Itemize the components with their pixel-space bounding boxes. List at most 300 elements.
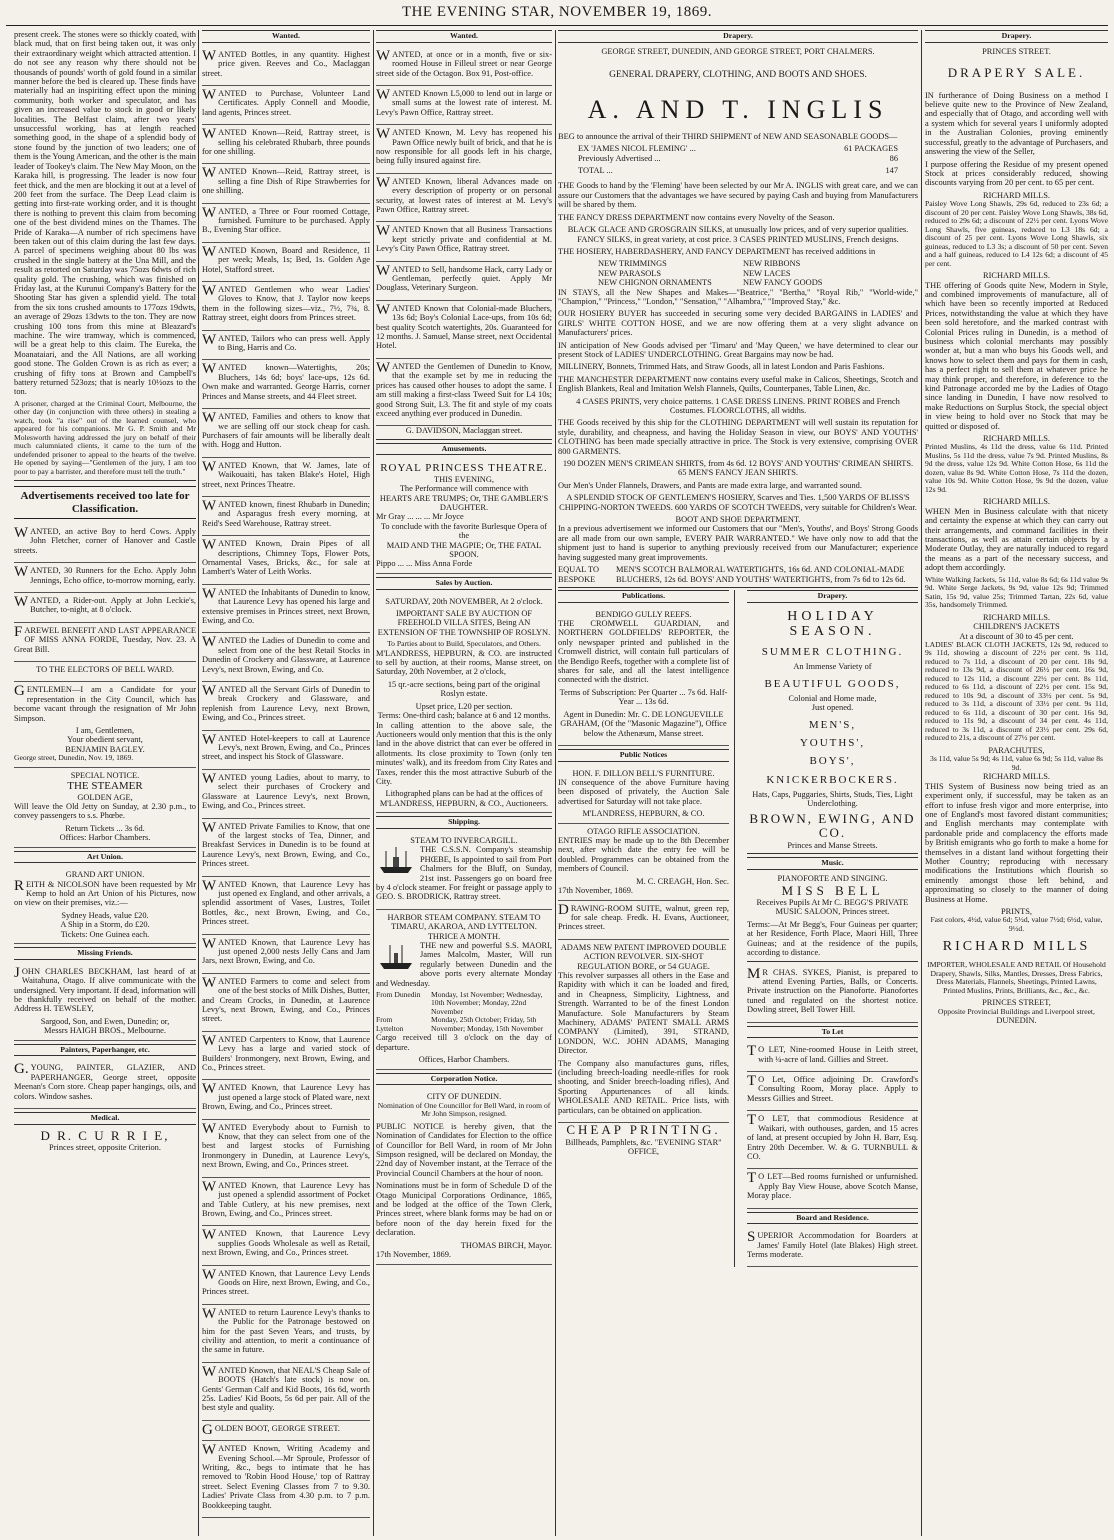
wanted-ad [202, 243, 370, 282]
wanted-ad [202, 1080, 370, 1119]
music-heading: Music. [747, 857, 918, 870]
ad-text: TO LET—Bed rooms furnished or unfurnished. Apply Bay View House, above Scotch Manse, Moray place. [747, 1170, 918, 1201]
inglis-text: 4 CASES PRINTS, very choice patterns. 1 CASE DRESS LINENS. PRINT ROBES and French Costumes. FLOORCLOTHS, all widths. [576, 396, 900, 416]
cheap-printing-sub: Billheads, Pamphlets, &c. "EVENING STAR" OFFICE, [565, 1137, 722, 1156]
bespoke-items: MEN'S SCOTCH BALMORAL WATERTIGHTS, 16s 6d. AND COLONIAL-MADE BLUCHERS, 12s 6d. BOYS' AND YOUTHS' WATERTIGHTS, from 7s 6d to 12s 6d. [616, 565, 906, 584]
hosiery-list [558, 259, 918, 287]
amusements-heading: Amusements. [376, 443, 552, 456]
ad-text: WANTED known, finest Rhubarb in Dunedin; and Asparagus fresh every morning, at Reid's Seed Warehouse, Rattray street. [202, 497, 370, 528]
column-5 [925, 30, 1108, 1536]
ad-line: Sydney Heads, value £20. [61, 910, 149, 920]
drawing-room-ad [558, 901, 729, 940]
ad-line: Fast colors, 4½d, value 6d; 5½d, value 7½d; 6½d, value, 9½d. [930, 915, 1103, 933]
ad-title: CHILDREN'S JACKETS [973, 622, 1060, 632]
wanted-ad [202, 731, 370, 770]
ad-text: LADIES' BLACK CLOTH JACKETS, 12s 9d, reduced to 9s 11d, showing a discount of 22½ per cent. 9s 11d, reduced to 7s 11d, a discount of 20 per cent. 18s 9d, reduced to 13s 9d, a discount of 26½ per cent. 16s 9d, reduced to 12s 11d, a discount 22½ per cent. 8s 11d, reduced to 6s 11d, a discount of 22½ per cent. 15s 9d, reduced to 10s 9d, a discount of 33½ per cent. 5s 9d, reduced to 3s 11d, a discount of 33½ per cent. 9s 11d, reduced to 6s 11d, a discount of 30 per cent. 16s 9d, reduced to 11s 9d, a discount of 34 per cent. 4s 11d, reduced to 3s 11d, a discount of 23½ per cent. 29s 6d, reduced to 21s, a discount of 27½ per cent. [925, 639, 1108, 743]
medical-name: D R. C U R R I E, [40, 1127, 170, 1143]
wanted-ad [202, 633, 370, 682]
inglis-text: MILLINERY, Bonnets, Trimmed Hats, and Straw Goods, all in latest London and Paris Fashions. [558, 362, 885, 372]
bespoke-block [558, 565, 918, 588]
hosiery-item: NEW FANCY GOODS [743, 278, 823, 288]
harbor-title: HARBOR STEAM COMPANY. STEAM TO TIMARU, AKAROA, AND LYTTELTON. THRICE A MONTH. [387, 912, 541, 941]
painters-ad [14, 1060, 196, 1109]
inglis-text: THE FANCY DRESS DEPARTMENT now contains every Novelty of the Season. [558, 212, 835, 222]
ad-text: IN consequence of the above Furniture having been disposed of privately, the Auction Sale advertised for Saturday will not take place. [558, 778, 729, 806]
ad-title: PIANOFORTE AND SINGING. [777, 874, 888, 884]
wanted-ad [202, 204, 370, 243]
bespoke-label: EQUAL TO BESPOKE [558, 565, 600, 584]
theatre-play: HEARTS ARE TRUMPS; Or, THE GAMBLER'S DAUGHTER. [379, 493, 549, 512]
ad-text: WANTED Carpenters to Know, that Laurence Levy has a large and varied stock of Builders' Ironmongery, next Brown, Ewing, and Co., Princes street. [202, 1032, 370, 1073]
wanted-ad [202, 497, 370, 536]
ad-text: FAREWEL BENEFIT AND LAST APPEARANCE OF MISS ANNA FORDE, Tuesday, Nov. 23. A Great Bill. [14, 623, 196, 654]
ad-title: OTAGO RIFLE ASSOCIATION. [587, 826, 700, 836]
hosiery-item: NEW PARASOLS [598, 268, 662, 278]
ad-text: Terms:—At Mr Begg's, Four Guineas per quarter; at her Residence, Forth Place, Maori Hill, Three Guineas; and at the residence of the pupils, according to distance. [747, 920, 918, 962]
ad-text: MR CHAS. SYKES, Pianist, is prepared to attend Evening Parties, Balls, or Concerts. Private instruction on the Pianoforte. Pianofortes tuned and regulated on the shortest notice. Dowling street, Bell Tower Hill. [747, 965, 918, 1015]
steamship-icon [376, 845, 416, 875]
auction-body: In calling attention to the above sale, the Auctioneers would only mention that this is the only land in the above district that can ever be offered in allotments. Its close proximity to Town (only ten minutes' walk), and its freedom from City Rates and Taxes, render this the most attractive Suburb of the City. [376, 720, 552, 786]
ad-text: WANTED to return Laurence Levy's thanks to the Public for the Patronage bestowed on him for the past Seven Years, and trusts, by civility and attention, to merit a continuance of the same in future. [202, 1305, 370, 1355]
notice-body: Will leave the Old Jetty on Sunday, at 2.30 p.m., to convey passengers to s.s. Phœbe. [14, 801, 196, 821]
hosiery-item: NEW CHIGNON ORNAMENTS [598, 278, 712, 288]
art-union-heading: Art Union. [14, 851, 196, 864]
richard-mills-sign: RICHARD MILLS. [982, 190, 1050, 200]
auction-body: M'LANDRESS, HEPBURN, & CO. are instructed to sell by auction, at their rooms, Manse street, on Saturday, 20th November, at 2 o'clock, [376, 648, 552, 677]
ad-title: ADAMS NEW PATENT IMPROVED DOUBLE ACTION REVOLVER. SIX-SHOT REGULATION BORE, or 54 GUAGE. [560, 942, 727, 971]
ad-text: WANTED, 30 Runners for the Echo. Apply John Jennings, Echo office, to-morrow morning, early. [14, 564, 196, 585]
to-let-ad [747, 1072, 918, 1111]
ad-text: TO Let, Office adjoining Dr. Crawford's Consulting Room, Moray place. Apply to Messrs Gillies and Street. [747, 1073, 918, 1103]
richard-mills-sign: RICHARD MILLS. [982, 772, 1050, 782]
auction-firm: M'LANDRESS, HEPBURN, & CO., Auctioneers. [379, 798, 549, 808]
ad-text: WANTED, Tailors who can press well. Apply to Bing, Harris and Co. [202, 331, 370, 353]
ad [14, 563, 196, 593]
wanted-ad [202, 1363, 370, 1421]
ad-text: WANTED Known that all Business Transactions kept strictly private and confidential at M. Levy's City Pawn Office, Rattray street. [376, 223, 552, 254]
corp-sub: Nomination of One Councillor for Bell Ward, in room of Mr John Simpson, resigned. [377, 1100, 551, 1119]
ad-text: SUPERIOR Accommodation for Boarders at James' Family Hotel (late Blakes) High street. Terms moderate. [747, 1229, 918, 1260]
ad-text: THIS System of Business now being tried as an experiment only, if successful, may be taken as an effort to infuse fresh vigor and more enterprise, into one of England's most favored distant communities; and English merchants may contemplate with pardonable pride and complacency the efforts made by British emigrants who go forth to make a home for themselves in a distant land without forgetting their Mother Country; reproducing with necessary modifications the Institutions which flourish so eminently amongst those left behind, and approximating so closely to the manner of doing Business at Home. [925, 781, 1108, 904]
column-rule [555, 30, 556, 1536]
drapery-heading: Drapery. [925, 30, 1108, 43]
ad-line: Sargood, Son, and Ewen, Dunedin; or, [40, 1016, 170, 1026]
wanted-ad [202, 409, 370, 458]
pub-title: BENDIGO GULLY REEFS. [595, 609, 692, 619]
wanted-ad [202, 1266, 370, 1305]
corp-sign: THOMAS BIRCH, Mayor. [460, 1240, 552, 1250]
inglis-text: THE Goods to hand by the 'Fleming' have been selected by our Mr A. INGLIS with great care, and we can assure our Customers that the advantages we have secured by paying Cash and buying from Manufacturers will be shared by them. [558, 181, 918, 210]
ad-text: DRAWING-ROOM SUITE, walnut, green rep, for sale cheap. Fredk. H. Evans, Auctioneer, Princes street. [558, 901, 729, 932]
letter-close: Your obedient servant, [67, 735, 143, 745]
ad-title: BOYS', [809, 755, 856, 768]
pub-body: THE CROMWELL GUARDIAN, and NORTHERN GOLDFIELDS' REPORTER, the only newspaper printed and published in the Cromwell district, will contain full particulars of the Bendigo Reefs, together with a complete list of shares for sale, and all the latest intelligence connected with the district. [558, 619, 729, 685]
ad-text: JOHN CHARLES BECKHAM, last heard of at Waitahuna, Otago. If alive communicate with the undersigned. Very important. If dead, information will be thankfully received on behalf of the mother. Address H. TEWSLEY, [14, 964, 196, 1014]
ad-title: MEN'S, [808, 718, 857, 731]
column-rule [198, 30, 199, 1536]
to-let-ad [747, 1042, 918, 1072]
shipment-row: Previously Advertised ... 86 [578, 153, 898, 163]
notice-sub: THE STEAMER [67, 780, 143, 793]
ad-text: WANTED Private Families to Know, that one of the largest stocks of Tea, Dinner, and Breakfast Services in Dunedin is to be found at Laurence Levy's, next Brown, Ewing, and Co., Princes street. [202, 819, 370, 869]
wanted-ad [202, 164, 370, 203]
inglis-firm: A. AND T. INGLIS [587, 94, 889, 124]
painters-heading: Painters, Paperhanger, etc. [14, 1044, 196, 1057]
wanted-ad [376, 301, 552, 359]
holiday-title: HOLIDAY SEASON. [787, 608, 878, 640]
rifle-ad [558, 824, 729, 901]
wanted-heading: Wanted. [202, 30, 370, 43]
inglis-text: A SPLENDID STOCK OF GENTLEMEN'S HOSIERY, Scarves and Ties. 1,500 YARDS OF BLISS'S CHIPPING-NORTON TWEEDS. 600 YARDS OF SCOTCH TWEEDS, very suitable for Children's Wear. [559, 493, 917, 512]
ad-line: An Immense Variety of [793, 662, 872, 672]
ad [14, 593, 196, 623]
board-heading: Board and Residence. [747, 1212, 918, 1225]
ad-text: WANTED known—Watertights, 20s; Bluchers, 14s 6d; boys' lace-ups, 12s 6d. Own make and warranted. George Harris, corner Princes and Manse streets, and 44 Fleet street. [202, 361, 370, 401]
theatre-cast: Pippo ... ... Miss Anna Forde [376, 559, 473, 569]
ad-text: WANTED Known—Reid, Rattray street, is selling his celebrated Rhubarb, three pounds for one shilling. [202, 126, 370, 156]
ad-text: WANTED to Sell, handsome Hack, carry Lady or Gentleman, perfectly quiet. Apply Mr Douglass, Veterinary Surgeon. [376, 262, 552, 293]
hosiery-item: NEW LACES [743, 268, 791, 278]
wanted-ad [202, 877, 370, 935]
wanted-ad [202, 1032, 370, 1081]
harbor-schedule [376, 991, 552, 1017]
ad-text: Hats, Caps, Puggaries, Shirts, Studs, Ties, Light Underclothing. [752, 790, 913, 809]
ad-text: Paisley Wove Long Shawls, 29s 6d, reduced to 23s 6d; a discount of 20 per cent. Paisley Wove Long Shawls, 38s 6d, reduced to 29s 6d; a discount of 22½ per cent. Lyons Wove Long Shawls, five guineas, reduced to L3 18s 6d; a discount of 25 per cent. Lyons Wove Long Shawls, six guineas, reduced to L3 3s; a discount of 50 per cent. Seven and a half guineas, reduced to L4 12s 6d; a discount of 45 per cent. [925, 199, 1108, 268]
wanted-ad [376, 47, 552, 86]
shipping-heading: Shipping. [376, 816, 552, 829]
inglis-address: GEORGE STREET, DUNEDIN, AND GEORGE STREET, PORT CHALMERS. [601, 46, 875, 56]
corp-body: PUBLIC NOTICE is hereby given, that the Nomination of Candidates for Election to the office of Councillor for Bell Ward, in room of Mr John Simpson resigned, will be declared on Monday, the 22nd day of November instant, at the Terrace of the Provincial Council Chambers at the hour of noon. [376, 1121, 552, 1178]
ad-line: A Ship in a Storm, do £20. [60, 920, 150, 930]
auction-date: SATURDAY, 20th NOVEMBER, At 2 o'clock. [385, 596, 543, 606]
wanted-ad [202, 682, 370, 731]
harbor-cargo: Cargo received till 3 o'clock on the day of departure. [376, 1033, 552, 1052]
letter-address: George street, Dunedin, Nov. 19, 1869. [14, 753, 134, 763]
ad-title: KNICKERBOCKERS. [766, 773, 899, 786]
steam-ad [376, 833, 552, 910]
ad [14, 662, 196, 682]
ad-text: WANTED the Gentlemen of Dunedin to Know, that the example set by me in reducing the prices has caused other houses to adopt the same. I am still making a first-class Tweed Suit for L4 10s; good Strong Suit, L3. The fit and style of my coats exceed anything ever produced in Dunedin. [376, 359, 552, 418]
schedule-dates: Monday, 25th October; Friday, 5th November; Monday, 15th November [431, 1015, 544, 1033]
ad-text: GOLDEN BOOT, GEORGE STREET. [202, 1421, 340, 1438]
schedule-label: From Dunedin [376, 989, 421, 999]
ad-text: WANTED Known, that Laurence Levy supplies Goods Wholesale as well as Retail, next Brown, Ewing, and Co., Princes street. [202, 1227, 370, 1258]
wanted-ad [202, 1178, 370, 1227]
richard-mills-sign: RICHARD MILLS. [982, 434, 1050, 444]
inglis-text: IN STAYS, all the New Shapes and Makes—"Beatrice," "Bertha," "Royal Rib," "World-wide," "Champion," "Princess," "London," "Sensation," "Alhambra," "Improved Stay," &c. [558, 287, 918, 306]
wanted-ad [202, 1421, 370, 1441]
letter-close: I am, Gentlemen, [75, 726, 135, 736]
wanted-ad [202, 1305, 370, 1363]
ad-text: IN furtherance of Doing Business on a method I believe quite new to the Province of New Zealand, and especially that of Otago, and according well with a system which for several years I uniformly adopted in the Australian Colonies, proving eminently successful, greatly to the advantage of Purchasers, and answering the view of the Seller, [925, 90, 1108, 157]
dillon-ad [558, 766, 729, 824]
corporation-ad [376, 1089, 552, 1264]
news-article-prisoner: A prisoner, charged at the Criminal Court, Melbourne, the other day (in conjunction with three others) in stealing a watch, took "a rise" out of the learned counsel, who appeared for his companions. Mr G. P. Smith and Mr Molesworth having addressed the jury on behalf of their much calumniated clients, it came to the turn of the undefended prisoner to appeal to the hearts of the twelve. He opened by saying—"Gentlemen of the jury, I am too poor to pay a barrister, and therefore must tell the truth." [14, 400, 196, 482]
public-notices-heading: Public Notices [558, 749, 729, 762]
ad-text: WANTED Known, Drain Pipes of all descriptions, Chimney Tops, Flower Pots, Ornamental Vases, Bricks, &c., for sale at Lambert's Water of Leith Works. [202, 537, 370, 577]
auction-ad [376, 594, 552, 814]
inglis-text: BLACK GLACE AND GROSGRAIN SILKS, at unusually low prices, and of very superior qualities. FANCY SILKS, in great variety, at cost price. 3 CASES PRINTED MUSLINS, French designs. [567, 225, 909, 244]
wanted-ad [202, 770, 370, 819]
schedule-label: From Lyttelton [376, 1015, 404, 1033]
ad-title: PRINTS, [1001, 907, 1032, 917]
wanted-ad [376, 222, 552, 261]
cheap-printing: CHEAP PRINTING. [566, 1122, 721, 1138]
ad-text: WANTED Gentlemen who wear Ladies' Gloves to Know, that J. Taylor now keeps them in the following sizes—viz., 7½, 7¾, 8. Rattray street, eight doors from Princes street. [202, 283, 370, 323]
ad-text: WANTED the Inhabitants of Dunedin to know, that Laurence Levy has opened his large and extensive premises in Princes street, next Brown, Ewing, and Co. [202, 585, 370, 625]
ad-line: DUNEDIN. [996, 1016, 1037, 1025]
theatre-burlesque: MAID AND THE MAGPIE; Or, THE FATAL SPOON. [386, 540, 542, 559]
wanted-ad [202, 86, 370, 125]
ad-text: WANTED, a Rider-out. Apply at John Leckie's, Butcher, to-night, at 8 o'clock. [14, 594, 196, 615]
publications-heading: Publications. [558, 590, 729, 603]
wanted-ad [202, 819, 370, 877]
wanted-ad [376, 174, 552, 223]
ad-text: WANTED the Ladies of Dunedin to come and select from one of the best Retail Stocks in Dunedin of Crockery and Glassware, at Laurence Levy's, next Brown, Ewing, and Co. [202, 634, 370, 674]
pub-agent: Agent in Dunedin: Mr. C. DE LONGUEVILLE GRAHAM, (Of the "Masonic Magazine"), Office below the Athenæum, Manse street. [560, 709, 727, 738]
masthead-rule [6, 25, 1108, 26]
inglis-general: GENERAL DRAPERY, CLOTHING, AND BOOTS AND SHOES. [609, 70, 867, 81]
ad-line: Just opened. [811, 703, 854, 713]
inglis-text: Our Men's Under Flannels, Drawers, and Pants are made extra large, and warranted sound. [558, 480, 862, 490]
wanted-ads-list [202, 47, 370, 1518]
auction-line: To Parties about to Build, Speculators, and Others. [387, 639, 541, 649]
ad-text: WANTED Known, M. Levy has reopened his Pawn Office newly built of brick, and that he is now responsible for all goods left in his charge, being fully insured against fire. [376, 126, 552, 166]
drapery-heading: Drapery. [558, 30, 918, 43]
auction-upset: Upset price, L20 per section. [415, 701, 513, 711]
ad-text: WANTED Known, that NEAL'S Cheap Sale of BOOTS (Hatch's late stock) is now on. Gents' German Calf and Kid Boots, 16s 6d, worth 25s. Ladies' Kid Boots, 5s 6d per pair. All of the best style and quality. [202, 1363, 370, 1413]
wanted-ad [202, 1120, 370, 1178]
steam-body: THE C.S.S.N. Company's steamship PHŒBE, Is appointed to sail from Port Chalmers for the Bluff, on Sunday, 21st inst. Passengers go on board free by 4 o'clock steamer. For freight or passage apply to GEO. S. BRODRICK, Rattray street. [376, 845, 552, 902]
auction-title: IMPORTANT SALE BY AUCTION OF FREEHOLD VILLA SITES, Being AN EXTENSION OF THE TOWNSHIP OF ROSLYN. [377, 608, 551, 637]
col4-lower [558, 590, 918, 1268]
ad-line: Messrs HAIGH BROS., Melbourne. [44, 1026, 166, 1036]
boot-title: BOOT AND SHOE DEPARTMENT. [675, 515, 801, 525]
column-2 [202, 30, 370, 1536]
ad-text: WANTED Known, Writing Academy and Evening School.—Mr Sproule, Professor of Writing, &c., begs to intimate that he has removed to 'Robin Hood House,' top of Rattray street. Select Evening Classes from 7 to 9.30. Ladies' Private Class from 4.30 p.m. to 7 p.m. Bookkeeping taught. [202, 1442, 370, 1510]
richard-mills-sign: RICHARD MILLS. [982, 497, 1050, 507]
corporation-heading: Corporation Notice. [376, 1073, 552, 1086]
richard-mills-sign: RICHARD MILLS. [982, 612, 1050, 622]
ad-text: WANTED Hotel-keepers to call at Laurence Levy's, next Brown, Ewing, and Co., Princes street, and inspect his Stock of Glassware. [202, 731, 370, 762]
wanted-ad [202, 331, 370, 361]
wanted-ad [202, 282, 370, 331]
ad-sign: M. C. CREAGH, Hon. Sec. [636, 876, 729, 886]
shipment-row: EX 'JAMES NICOL FLEMING' ... 61 PACKAGES [578, 144, 898, 154]
ad-text: WANTED Known L5,000 to lend out in large or small sums at the lowest rate of interest. M. Levy's Pawn Office, Rattray street. [376, 86, 552, 117]
ad-text: I purpose offering the Residue of my present opened Stock at prices considerably reduced, showing discounts varying from 20 per cent. to 65 per cent. [925, 159, 1108, 188]
ad-text: TO LET, Nine-roomed House in Leith street, with ¼-acre of land. Gillies and Street. [747, 1043, 918, 1064]
ad-sign: M'LANDRESS, HEPBURN, & CO. [582, 809, 705, 819]
brown-ewing: BROWN, EWING, AND CO. [749, 810, 916, 841]
col4-lower-left [558, 590, 735, 1268]
shipment-total: TOTAL ... 147 [578, 166, 898, 176]
ad-text: G.YOUNG, PAINTER, GLAZIER, AND PAPERHANGER, George street, opposite Meenan's Corn store. Cheap paper hangings, oils, and colors. Window sashes. [14, 1061, 196, 1101]
wanted-ad [202, 585, 370, 634]
to-let-heading: To Let [747, 1026, 918, 1039]
column-rule [373, 30, 374, 1536]
ad-text: WANTED Known, that Laurence Levy has just opened a large stock of Plated ware, next Brown, Ewing, and Co., Princes street. [202, 1081, 370, 1112]
harbor-ad [376, 910, 552, 1070]
wanted-ad [202, 47, 370, 86]
wanted-ad [202, 536, 370, 585]
ad-date: 17th November, 1869. [558, 886, 634, 896]
inglis-text: 190 DOZEN MEN'S CRIMEAN SHIRTS, from 4s 6d. 12 BOYS' AND YOUTHS' CRIMEAN SHIRTS. 65 MEN'S FANCY JEAN SHIRTS. [562, 459, 914, 478]
theatre-line: The Performance will commence with [399, 484, 529, 494]
ad-text: WANTED young Ladies, about to marry, to select their purchases of Crockery and Glassware at Laurence Levy's, next Brown, Ewing, and Co., Princes street. [202, 770, 370, 811]
ad-title: PARACHUTES, [988, 745, 1045, 755]
wanted-heading: Wanted. [376, 30, 552, 43]
letter-body: GENTLEMEN—I am a Candidate for your representation in the City Council, which has become vacant through the resignation of Mr John Simpson. [14, 683, 196, 723]
ad-text: This revolver surpasses all others in the Ease and Rapidity with which it can be loaded and fired, and in Cheapness, Simplicity, Lightness, and Strength. Warranted to be of the finest London Manufacture. Sole Manufacturers by Steam Machinery, ADAMS' PATENT SMALL ARMS COMPANY (Limited), 391, STRAND, LONDON, W.C. JOHN ADAMS, Managing Director. [558, 970, 729, 1056]
wanted-ad [202, 1226, 370, 1265]
drapery-heading: Drapery. [747, 590, 918, 603]
ad-line: Tickets: One Guinea each. [60, 929, 150, 939]
board-ad [747, 1228, 918, 1267]
notice-tickets: Return Tickets ... 3s 6d. [65, 823, 145, 833]
auction-lots: 15 qr.-acre sections, being part of the original Roslyn estate. [387, 679, 541, 699]
wanted-ad [202, 458, 370, 497]
ad-line: At a discount of 30 to 45 per cent. [959, 631, 1074, 641]
wanted-ad [202, 974, 370, 1032]
inglis-text: OUR HOSIERY BUYER has succeeded in securing some very decided BARGAINS in LADIES' and GIRLS' WHITE COTTON HOSE, and we are now offering them at a very slight advance on Manufacturers' prices. [558, 309, 918, 338]
steamship-icon [376, 941, 416, 971]
theatre-title: ROYAL PRINCESS THEATRE. [380, 462, 548, 475]
auction-line: Lithographed plans can be had at the offices of [385, 789, 543, 799]
to-let-ad [747, 1169, 918, 1208]
princes-street: PRINCES STREET. [982, 46, 1051, 56]
ad-text: TO LET, that commodious Residence at Waikari, with outhouses, garden, and 15 acres of land, at present occupied by John H. Barr, Esq. Entry 20th December. W. & G. TURNBULL & CO. [747, 1112, 918, 1161]
to-let-ad [747, 1111, 918, 1169]
inglis-text: THE Goods received by this ship for the CLOTHING DEPARTMENT will well sustain its reputation for style, durability, and cheapness, and having the Holiday Season in view, our BOYS' AND YOUTHS' CLOTHING has been made specially attractive in price. The Stock is very extensive, comprising OVER 800 GARMENTS. [558, 418, 918, 456]
ad-text: WANTED Everybody about to Furnish to Know, that they can select from one of the best and largest stocks of Furnishing Ironmongery in Dunedin, at Laurence Levy's, next Brown, Ewing, and Co., Princes street. [202, 1120, 370, 1170]
publication-ad [558, 607, 729, 746]
column-1 [14, 30, 196, 1536]
inglis-text: IN anticipation of New Goods advised per 'Timaru' and 'May Queen,' we have determined to clear our present Stock of LADIES' UNDERCLOTHING. Great Bargains may now be had. [558, 340, 918, 359]
wanted-ad [376, 86, 552, 125]
ad-text: WANTED Known, that Laurence Levy Lends Goods on Hire, next Brown, Ewing, and Co., Princes street. [202, 1266, 370, 1297]
ad-text: Receives Pupils At Mr C. BEGG'S PRIVATE MUSIC SALOON, Princes street. [756, 898, 909, 917]
ad-line: 3s 11d, value 5s 9d; 4s 11d, value 6s 9d; 5s 11d, value 8s 9d. [930, 754, 1103, 772]
ad-text: WANTED Known, that Laurence Levy has just opened ex England, and other arrivals, a splendid assortment of Vases, Lustres, Toilet Bottles, &c., next Brown, Ewing, and Co., Princes street. [202, 877, 370, 927]
late-ads-heading: Advertisements received too late for Classification. [14, 486, 196, 519]
ad-line: Princes and Manse Streets. [747, 841, 918, 854]
ad-text: WANTED, an active Boy to herd Cows. Apply John Fletcher, corner of Hanover and Castle streets. [14, 524, 196, 555]
harbor-offices: Offices, Harbor Chambers. [418, 1055, 510, 1065]
notice-offices: Offices: Harbor Chambers. [59, 833, 151, 843]
auction-terms: Terms: One-third cash; balance at 6 and 12 months. [377, 711, 551, 721]
ad-text: ENTRIES may be made up to the 8th December next, after which date the entry fee will be doubled. Programmes can be obtained from the members of Council. [558, 836, 729, 874]
summer-title: SUMMER CLOTHING. [761, 645, 904, 658]
richard-mills-logo: RICHARD MILLS [942, 939, 1091, 955]
column-rule [921, 30, 922, 1536]
ad-text: WANTED Known, that Laurence Levy has just opened a splendid assortment of Pocket and Table Cutlery, at his new premises, next Brown, Ewing, and Co., Princes street. [202, 1178, 370, 1218]
candidate-letter [14, 682, 196, 767]
ad-line: Opposite Provincial Buildings and Liverpool street, [938, 1006, 1095, 1016]
ad-text: WANTED Farmers to come and select from one of the best stocks of Milk Dishes, Butter, and Cream Crocks, in Dunedin, at Laurence Levy's, next Brown, Ewing, and Co., Princes street. [202, 974, 370, 1024]
ad-text: WANTED Bottles, in any quantity. Highest price given. Reeves and Co., Maclaggan street. [202, 47, 370, 78]
missing-friends-heading: Missing Friends. [14, 947, 196, 960]
beautiful-title: BEAUTIFUL GOODS, [764, 677, 901, 690]
wanted-ad [202, 360, 370, 409]
ad-text: WANTED, at once or in a month, five or six-roomed House in Filleul street or near George street side of the Octagon. Box 91, Post-office. [376, 47, 552, 78]
news-article: present creek. The stones were so thickly coated, with black mud, that on first being taken out, it was only their extraordinary weight which attracted attention. I do not see any reason why there should not be thousands of pounds' worth of gold found in a similar manner before the bed is cleared up. These finds have materially had an inspiriting effect upon the mining community, both worker and speculator, and has given an increased value to stock in good or likely localities. The Belfast claim, after two years' unsuccessful working, has at length reached something good, in the shape of a splendid body of stone found by the junction of two leaders; one of them is the Young American, and the other is the main leader of Tookey's claim. The New May Moon, on the Karaka hill, is progressing. The leader is now four feet thick, and the men are blocking it out at a level of 200 feet from the surface. The Deep Lead claim is getting into first-rate working order, and it is thought there is nothing to prevent this claim from becoming one of the best dividend mines on the Thames. The Pride of Karaka—A number of rich specimens have been taken out of this claim during the last few days. A parcel of specimens weighing about 80 lbs was crushed in the single battery at the Una Mill, and the result as retorted on Saturday was 75ozs 6dwts of rich quality gold. The crushing, which was finished on Friday last, at the Kurunui Company's Battery for the Shooting Star has given a splendid yield. The total from the six tons crushed amounts to 177ozs 19dwts, an average of 29ozs 13dwts to the ton. They are now crushing 100 tons from this mine at Bleazard's machine. The wire tramway, which is commenced, will be a great help to this claim. The Eureka, the Moanataiari, and the All Nations, are all working good stone. The Golden Crown is as rich as ever; a crushing of fifty tons at Brown and Campbell's battery returned 523ozs; that is nearly 10½ozs to the ton. [14, 30, 196, 397]
harbor-schedule [376, 1016, 552, 1033]
hosiery-item: NEW RIBBONS [743, 259, 801, 269]
corp-date: 17th November, 1869. [376, 1250, 452, 1260]
wanted-ad [202, 125, 370, 164]
corp-title: CITY OF DUNEDIN. [426, 1092, 502, 1102]
wanted-ad [376, 262, 552, 301]
column-3 [376, 30, 552, 1536]
ad-text: WANTED all the Servant Girls of Dunedin to break Crockery and Glassware, and replenish from Laurence Levy, next Brown, Ewing, and Co., Princes street. [202, 683, 370, 723]
ad-text: WHEN Men in Business calculate with that nicety and certainty the expense at which they can carry out their arrangements, and command facilities in their transactions, as well as attain certain objects by a Moderate Outlay, they are naturally induced to regard the means as a part of the necessary success, and adopt them accordingly. [925, 506, 1108, 573]
ad-text: THE offering of Goods quite New, Modern in Style, and combined improvements of manufacture, all of which have been so recently imported at Reduced Prices, notwithstanding the value at which they have been sold heretofore, and the marked contrast with Colonial Prices ruling in Dunedin, is a method of business which colonial merchants may possibly wonder at, but a man who buys his Goods well, and knows how to select them and pays for them in cash, has a perfect right to sell them at whatever price he may think proper, and therefore, in deference to the kind Patronage accorded me by the Ladies of Otago since landing in Dunedin, I have now resolved to make Reductions on Surplus Stock, the special object in view being to hold over no Stock that may be quitted or disposed of. [925, 280, 1108, 431]
wanted-ad [202, 935, 370, 974]
theatre-ad [376, 459, 552, 573]
letter-signature: BENJAMIN BAGLEY. [65, 744, 145, 754]
ad-line: PRINCES STREET, [982, 998, 1051, 1008]
notice-ship: GOLDEN AGE, [77, 792, 133, 802]
ad-line: Colonial and Home made, [788, 694, 877, 704]
ad-text: WANTED Known, Board and Residence, 1l per week; Meals, 1s; Bed, 1s. Golden Age Hotel, Stafford street. [202, 243, 370, 274]
hosiery-item: NEW TRIMMINGS [598, 259, 667, 269]
ad-text: WANTED Known that Colonial-made Bluchers, 13s 6d; Boy's Colonial Lace-ups, from 10s 6d; best quality Scotch watertights, 20s. Guaranteed for 12 months. J. Samuel, Manse street, next Occidental Hotel. [376, 301, 552, 351]
ad [14, 623, 196, 662]
wanted-ad [376, 125, 552, 174]
ad-text: WANTED Known—Reid, Rattray street, is selling a fine Dish of Ripe Strawberries for one shilling. [202, 165, 370, 196]
drapery-sale-title: DRAPERY SALE. [947, 65, 1086, 81]
ad-text: REITH & NICOLSON have been requested by Mr Kemp to hold an Art Union of his Pictures, now on view on their premises, viz.:— [14, 877, 196, 908]
column-4 [558, 30, 918, 1536]
col4-lower-right [745, 590, 918, 1268]
wanted-ad [376, 359, 552, 426]
harbor-body: THE new and powerful S.S. MAORI, James Malcolm, Master, Will run regularly between Dunedin and the above ports every alternate Monday and Wednesday. [376, 940, 552, 988]
ad-text: WANTED Known, that Laurence Levy has just opened 2,000 nests Jelly Cans and Jam Jars, next Brown, Ewing, and Co. [202, 935, 370, 966]
ad-text: The Company also manufactures guns, rifles, (including breech-loading needle-rifles for rook shooting, and Snider breech-loading rifles), And Sporting Appurtenances of all kinds. WHOLESALE AND RETAIL. Price lists, with particulars, can be obtained on application. [558, 1058, 729, 1115]
ad-text: TO THE ELECTORS OF BELL WARD. [36, 665, 174, 675]
steam-title: STEAM TO INVERCARGILL. [410, 835, 518, 845]
ad-text: Printed Muslins, 4s 11d the dress, value 6s 11d. Printed Muslins, 5s 11d the dress, value 7s 9d. Printed Muslins, 8s 9d the dress, value 12s 9d. White Cotton Hose, 6s 11d the dozen, value 8s 9d. White Cotton Hose, 7s 11d the dozen, value 10s 9d. White Cotton Hose, 9s 9d the dozen, value 12s 9d. [925, 442, 1108, 494]
masthead: THE EVENING STAR, NOVEMBER 19, 1869. [401, 4, 713, 20]
auction-heading: Sales by Auction. [376, 577, 552, 590]
wanted-ads-list [376, 47, 552, 427]
ad-text: WANTED, Families and others to know that we are selling off our stock cheap for cash. Purchasers of fair amounts will be liberally dealt with. Hogg and Hutton. [202, 410, 370, 450]
ad-text: White Walking Jackets, 5s 11d, value 8s 6d; 6s 11d value 9s 9d. White Serge Jackets, 9s 9d, value 12s 9d; Trimmed Satin, 15s 9d, value 25s; Trimmed Tartan, 22s 6d, value 35s, handsomely Trimmed. [925, 574, 1108, 610]
special-notice [14, 768, 196, 848]
ad-title: HON. F. DILLON BELL'S FURNITURE. [572, 768, 715, 778]
davidson-sign: G. DAVIDSON, Maclaggan street. [376, 426, 552, 439]
ad-text: WANTED, a Three or Four roomed Cottage, furnished. Furniture to be purchased. Apply B., Evening Star office. [202, 204, 370, 235]
miss-bell: MISS BELL [781, 882, 884, 898]
adams-ad [558, 940, 729, 1123]
ad-text: WANTED to Purchase, Volunteer Land Certificates. Apply Connell and Moodie, land agents, Princes street. [202, 86, 370, 117]
sykes-ad [747, 965, 918, 1023]
missing-friends-ad [14, 964, 196, 1041]
medical-address: Princes street, opposite Criterion. [49, 1143, 161, 1153]
ad-text: WANTED Known, that W. James, late of Waikouaiti, has taken Blake's Hotel, High street, next Princes Theatre. [202, 458, 370, 489]
ad-text: IMPORTER, WHOLESALE AND RETAIL Of Household Drapery, Shawls, Silks, Mantles, Dresses, Dress Fabrics, Dress Materials, Flannels, Sheetings, Printed Lawns, Printed Muslins, Prints, Brilliants, &c., &c., &c. [927, 960, 1106, 995]
ad-title: GRAND ART UNION. [65, 870, 145, 880]
theatre-line: To conclude with the favorite Burlesque Opera of the [380, 521, 548, 541]
inglis-text: In a previous advertisement we informed our Customers that our "Men's, Youths', and Boys' Strong Goods are all made from our own sample, EVERY PAIR WARRANTED." We have only now to add that the shipment just to hand is superior to anything previously received from our Manufacturer; experience having suggested many great improvements. [558, 524, 918, 562]
theatre-cast: Mr Gray ... ... ... Mr Joyce [376, 512, 464, 522]
medical-heading: Medical. [14, 1112, 196, 1125]
inglis-text: THE MANCHESTER DEPARTMENT now contains every useful make in Calicos, Sheetings, Scotch and English Blankets, Real and Imitation Welsh Flannels, Quilts, Counterpanes, Table Linen, &c. [558, 374, 918, 394]
richard-mills-sign: RICHARD MILLS. [982, 271, 1050, 281]
pub-terms: Terms of Subscription: Per Quarter ... 7s 6d. Half-Year ... 13s 6d. [559, 687, 728, 707]
notice-title: SPECIAL NOTICE. [70, 770, 140, 780]
